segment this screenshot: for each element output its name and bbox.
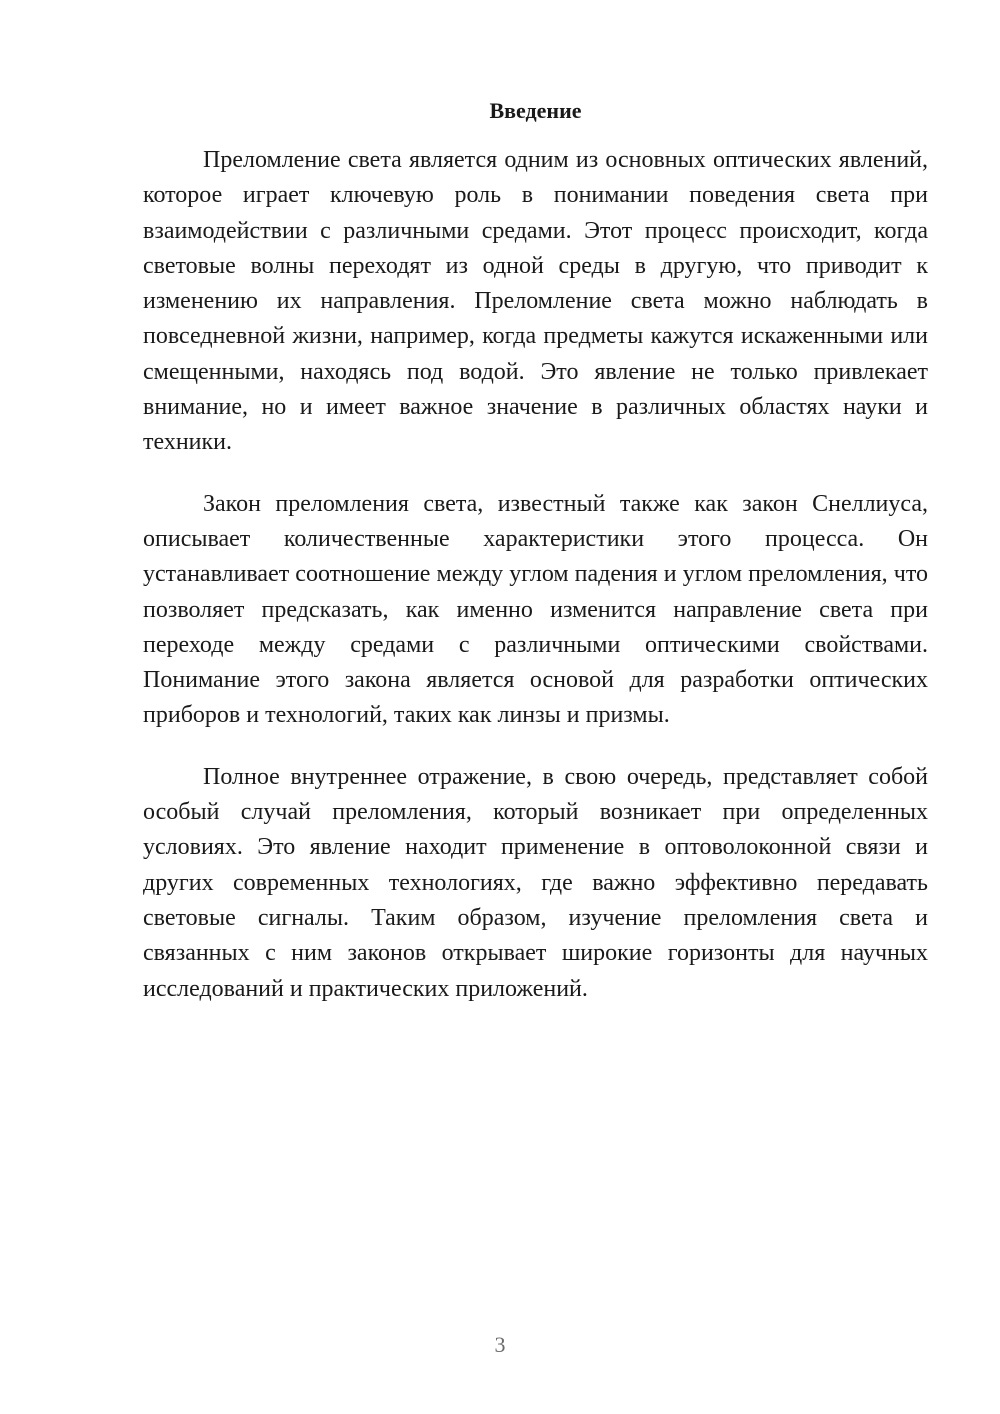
page-content [143, 95, 928, 1033]
paragraph-2: Закон преломления света, известный также как закон Снеллиуса, описывает количественные характеристики этого процесса. Он устанавливает соотношение между углом падения и углом преломления, что позволяет предсказать, как именно изменится направление света при переходе между средами с различными оптическими свойствами. Понимание этого закона является основой для разработки оптических приборов и технологий, таких как линзы и призмы. [143, 490, 928, 729]
page-number: 3 [494, 1332, 506, 1357]
paragraph-3: Полное внутреннее отражение, в свою очередь, представляет собой особый случай преломления, который возникает при определенных условиях. Это явление находит применение в оптоволоконной связи и других современных технологиях, где важно эффективно передавать световые сигналы. Таким образом, изучение преломления света и связанных с ним законов открывает широкие горизонты для научных исследований и практических приложений. [143, 763, 928, 1002]
section-title: Введение [489, 98, 582, 123]
paragraph-1: Преломление света является одним из основных оптических явлений, которое играет ключевую роль в понимании поведения света при взаимодействии с различными средами. Этот процесс происходит, когда световые волны переходят из одной среды в другую, что приводит к изменению их направления. Преломление света можно наблюдать в повседневной жизни, например, когда предметы кажутся искаженными или смещенными, находясь под водой. Это явление не только привлекает внимание, но и имеет важное значение в различных областях науки и техники. [143, 147, 928, 456]
